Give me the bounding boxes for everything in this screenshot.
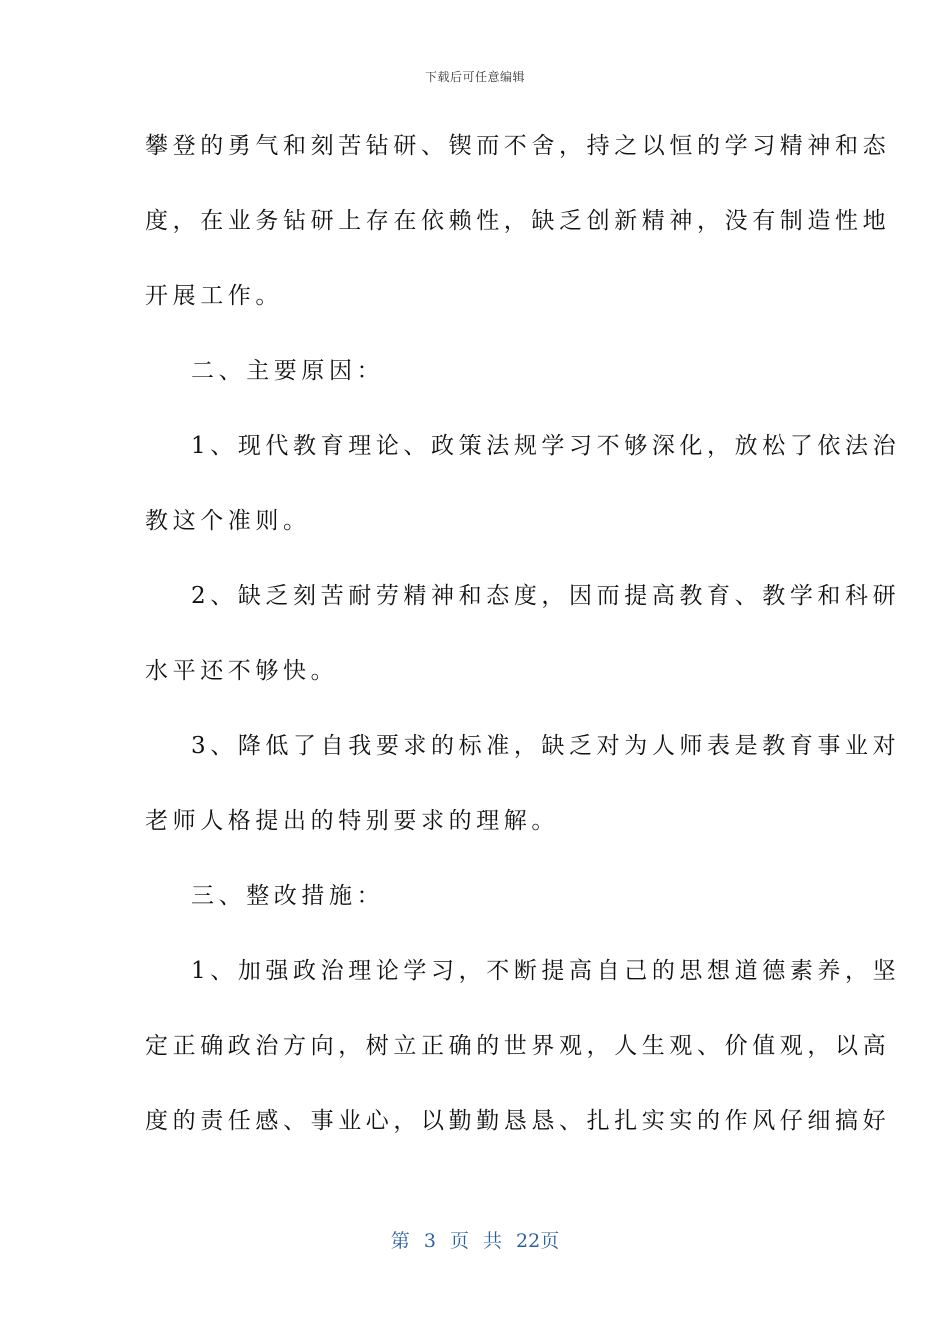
text-line: 攀登的勇气和刻苦钻研、锲而不舍，持之以恒的学习精神和态 <box>145 133 891 159</box>
text-line: 开展工作。 <box>145 283 283 309</box>
text-line: 度的责任感、事业心，以勤勤恳恳、扎扎实实的作风仔细搞好 <box>145 1108 891 1134</box>
text-line: 老师人格提出的特别要求的理解。 <box>145 808 559 834</box>
document-body <box>145 124 901 1174</box>
text-line: 教这个准则。 <box>145 508 311 534</box>
text-line: 水平还不够快。 <box>145 658 339 684</box>
section-heading-measures: 三、整改措施： <box>191 883 385 909</box>
page-number-footer: 第 3 页 共 22页 <box>390 1230 560 1252</box>
text-line: 2、缺乏刻苦耐劳精神和态度，因而提高教育、教学和科研 <box>191 583 901 609</box>
section-heading-reasons: 二、主要原因： <box>191 358 385 384</box>
text-line: 度，在业务钻研上存在依赖性，缺乏创新精神，没有制造性地 <box>145 208 891 234</box>
text-line: 3、降低了自我要求的标准，缺乏对为人师表是教育事业对 <box>191 733 901 759</box>
text-line: 1、现代教育理论、政策法规学习不够深化，放松了依法治 <box>191 433 901 459</box>
text-line: 1、加强政治理论学习，不断提高自己的思想道德素养，坚 <box>191 958 901 984</box>
text-line: 定正确政治方向，树立正确的世界观，人生观、价值观，以高 <box>145 1033 891 1059</box>
header-note: 下载后可任意编辑 <box>424 70 525 84</box>
